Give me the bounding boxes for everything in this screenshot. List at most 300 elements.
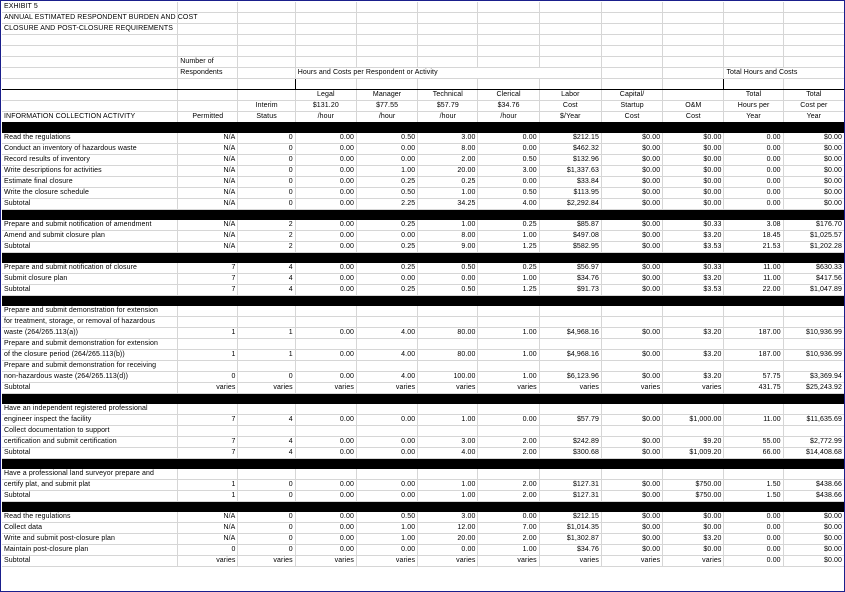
value-cell[interactable]: $34.76 xyxy=(539,545,601,556)
value-cell[interactable]: 2.00 xyxy=(478,448,539,459)
col-header-l1[interactable] xyxy=(178,90,238,101)
activity-cell[interactable]: Conduct an inventory of hazardous waste xyxy=(2,144,178,155)
value-cell[interactable]: 0.50 xyxy=(356,188,417,199)
value-cell[interactable]: 0.00 xyxy=(724,133,783,144)
value-cell[interactable]: 7 xyxy=(178,263,238,274)
value-cell[interactable]: 1.00 xyxy=(418,415,478,426)
activity-cell[interactable]: Write the closure schedule xyxy=(2,188,178,199)
value-cell[interactable]: $0.00 xyxy=(601,534,662,545)
activity-cell[interactable]: certification and submit certification xyxy=(2,437,178,448)
value-cell[interactable] xyxy=(601,317,662,328)
col-header-l2[interactable] xyxy=(178,101,238,112)
value-cell[interactable]: 1.50 xyxy=(724,480,783,491)
value-cell[interactable]: $0.00 xyxy=(663,188,724,199)
value-cell[interactable]: $0.00 xyxy=(601,274,662,285)
value-cell[interactable] xyxy=(478,469,539,480)
value-cell[interactable] xyxy=(539,306,601,317)
col-header-l3[interactable]: Year xyxy=(783,112,844,123)
value-cell[interactable]: $462.32 xyxy=(539,144,601,155)
value-cell[interactable]: 1 xyxy=(178,480,238,491)
value-cell[interactable]: 2 xyxy=(238,220,295,231)
col-header-l1[interactable]: Labor xyxy=(539,90,601,101)
value-cell[interactable]: varies xyxy=(539,556,601,567)
value-cell[interactable] xyxy=(238,317,295,328)
value-cell[interactable] xyxy=(539,317,601,328)
value-cell[interactable]: 0 xyxy=(238,372,295,383)
value-cell[interactable]: varies xyxy=(295,556,356,567)
value-cell[interactable] xyxy=(295,469,356,480)
col-header-l3[interactable]: /hour xyxy=(356,112,417,123)
number-of-label[interactable]: Number of xyxy=(178,57,238,68)
activity-cell[interactable]: Read the regulations xyxy=(2,133,178,144)
value-cell[interactable]: 0.00 xyxy=(724,188,783,199)
value-cell[interactable]: $497.08 xyxy=(539,231,601,242)
value-cell[interactable]: $0.00 xyxy=(601,285,662,296)
value-cell[interactable] xyxy=(663,426,724,437)
value-cell[interactable]: $0.00 xyxy=(663,545,724,556)
value-cell[interactable] xyxy=(295,306,356,317)
activity-cell[interactable]: Collect documentation to support xyxy=(2,426,178,437)
value-cell[interactable]: 187.00 xyxy=(724,350,783,361)
value-cell[interactable]: 0.00 xyxy=(356,155,417,166)
value-cell[interactable]: N/A xyxy=(178,188,238,199)
value-cell[interactable] xyxy=(178,339,238,350)
value-cell[interactable]: $3.20 xyxy=(663,274,724,285)
value-cell[interactable] xyxy=(539,426,601,437)
value-cell[interactable] xyxy=(178,317,238,328)
value-cell[interactable]: 0.00 xyxy=(295,285,356,296)
value-cell[interactable]: $0.00 xyxy=(601,242,662,253)
value-cell[interactable]: 0.00 xyxy=(295,177,356,188)
value-cell[interactable] xyxy=(356,404,417,415)
value-cell[interactable]: $0.33 xyxy=(663,220,724,231)
value-cell[interactable]: 1.00 xyxy=(478,350,539,361)
subtotal-label[interactable]: Subtotal xyxy=(2,383,178,394)
value-cell[interactable]: $10,936.99 xyxy=(783,350,844,361)
value-cell[interactable]: 0 xyxy=(238,155,295,166)
value-cell[interactable]: 0.00 xyxy=(724,512,783,523)
value-cell[interactable] xyxy=(178,361,238,372)
col-header-l3[interactable]: Permitted xyxy=(178,112,238,123)
value-cell[interactable]: 0.00 xyxy=(356,545,417,556)
value-cell[interactable]: 0 xyxy=(178,372,238,383)
value-cell[interactable]: 0.25 xyxy=(356,177,417,188)
value-cell[interactable]: 1.00 xyxy=(478,274,539,285)
value-cell[interactable]: 0 xyxy=(238,199,295,210)
value-cell[interactable]: 0.00 xyxy=(295,545,356,556)
value-cell[interactable]: 0.00 xyxy=(295,166,356,177)
value-cell[interactable]: $0.00 xyxy=(601,545,662,556)
value-cell[interactable]: 1.00 xyxy=(478,231,539,242)
value-cell[interactable]: $1,302.87 xyxy=(539,534,601,545)
value-cell[interactable]: $11,635.69 xyxy=(783,415,844,426)
value-cell[interactable] xyxy=(663,339,724,350)
value-cell[interactable]: 0.00 xyxy=(478,144,539,155)
value-cell[interactable] xyxy=(783,317,844,328)
col-header-l3[interactable]: Cost xyxy=(601,112,662,123)
value-cell[interactable] xyxy=(601,404,662,415)
value-cell[interactable]: $91.73 xyxy=(539,285,601,296)
value-cell[interactable]: $4,968.16 xyxy=(539,328,601,339)
activity-cell[interactable]: Collect data xyxy=(2,523,178,534)
value-cell[interactable] xyxy=(295,361,356,372)
value-cell[interactable] xyxy=(539,339,601,350)
value-cell[interactable]: varies xyxy=(418,383,478,394)
value-cell[interactable]: 2.25 xyxy=(356,199,417,210)
value-cell[interactable]: 0.00 xyxy=(295,448,356,459)
value-cell[interactable]: $0.00 xyxy=(663,523,724,534)
value-cell[interactable]: $3.20 xyxy=(663,231,724,242)
value-cell[interactable]: 4 xyxy=(238,274,295,285)
value-cell[interactable]: $132.96 xyxy=(539,155,601,166)
activity-col-header[interactable]: INFORMATION COLLECTION ACTIVITY xyxy=(2,112,178,123)
value-cell[interactable]: 11.00 xyxy=(724,263,783,274)
value-cell[interactable]: 0 xyxy=(178,545,238,556)
value-cell[interactable]: $25,243.92 xyxy=(783,383,844,394)
value-cell[interactable]: $0.00 xyxy=(663,512,724,523)
value-cell[interactable]: 431.75 xyxy=(724,383,783,394)
value-cell[interactable] xyxy=(783,339,844,350)
col-header-l1[interactable] xyxy=(663,90,724,101)
value-cell[interactable]: $212.15 xyxy=(539,133,601,144)
value-cell[interactable] xyxy=(663,317,724,328)
value-cell[interactable]: 4 xyxy=(238,448,295,459)
value-cell[interactable]: 1 xyxy=(238,328,295,339)
col-header-l1[interactable]: Legal xyxy=(295,90,356,101)
col-header-l1[interactable]: Total xyxy=(724,90,783,101)
value-cell[interactable] xyxy=(238,404,295,415)
value-cell[interactable]: 0.00 xyxy=(724,523,783,534)
value-cell[interactable] xyxy=(356,361,417,372)
value-cell[interactable]: 0.25 xyxy=(356,263,417,274)
value-cell[interactable]: 2 xyxy=(238,231,295,242)
value-cell[interactable]: $56.97 xyxy=(539,263,601,274)
col-header-l2[interactable]: Cost xyxy=(539,101,601,112)
value-cell[interactable] xyxy=(783,361,844,372)
activity-cell[interactable]: Record results of inventory xyxy=(2,155,178,166)
value-cell[interactable]: 4.00 xyxy=(356,328,417,339)
value-cell[interactable]: 18.45 xyxy=(724,231,783,242)
value-cell[interactable]: N/A xyxy=(178,242,238,253)
value-cell[interactable]: 0.00 xyxy=(724,199,783,210)
value-cell[interactable]: varies xyxy=(238,383,295,394)
value-cell[interactable]: $0.00 xyxy=(783,144,844,155)
value-cell[interactable]: $176.70 xyxy=(783,220,844,231)
value-cell[interactable]: $0.00 xyxy=(783,166,844,177)
col-header-l2[interactable]: $57.79 xyxy=(418,101,478,112)
value-cell[interactable]: $1,014.35 xyxy=(539,523,601,534)
value-cell[interactable]: $3.20 xyxy=(663,534,724,545)
value-cell[interactable]: $0.00 xyxy=(783,188,844,199)
title-line-1[interactable]: ANNUAL ESTIMATED RESPONDENT BURDEN AND COST xyxy=(2,13,178,24)
activity-cell[interactable]: Write descriptions for activities xyxy=(2,166,178,177)
value-cell[interactable]: $0.00 xyxy=(601,512,662,523)
value-cell[interactable]: varies xyxy=(601,556,662,567)
value-cell[interactable]: N/A xyxy=(178,231,238,242)
value-cell[interactable]: varies xyxy=(418,556,478,567)
value-cell[interactable]: $582.95 xyxy=(539,242,601,253)
col-header-l3[interactable]: /hour xyxy=(295,112,356,123)
value-cell[interactable]: 0.25 xyxy=(356,220,417,231)
value-cell[interactable]: 22.00 xyxy=(724,285,783,296)
value-cell[interactable]: $0.00 xyxy=(663,166,724,177)
value-cell[interactable]: 1.00 xyxy=(418,188,478,199)
value-cell[interactable]: $0.00 xyxy=(601,188,662,199)
value-cell[interactable]: varies xyxy=(295,383,356,394)
value-cell[interactable] xyxy=(478,306,539,317)
value-cell[interactable]: $85.87 xyxy=(539,220,601,231)
value-cell[interactable]: 0.00 xyxy=(295,523,356,534)
value-cell[interactable]: $34.76 xyxy=(539,274,601,285)
value-cell[interactable] xyxy=(601,306,662,317)
value-cell[interactable]: 1.00 xyxy=(356,166,417,177)
value-cell[interactable] xyxy=(418,361,478,372)
value-cell[interactable]: 20.00 xyxy=(418,534,478,545)
value-cell[interactable]: 3.00 xyxy=(478,166,539,177)
value-cell[interactable]: 0.00 xyxy=(295,491,356,502)
value-cell[interactable]: $0.33 xyxy=(663,263,724,274)
value-cell[interactable] xyxy=(783,426,844,437)
value-cell[interactable] xyxy=(724,469,783,480)
value-cell[interactable]: 0 xyxy=(238,133,295,144)
activity-cell[interactable]: Estimate final closure xyxy=(2,177,178,188)
activity-cell[interactable]: Prepare and submit demonstration for extension xyxy=(2,306,178,317)
value-cell[interactable]: 0.50 xyxy=(356,133,417,144)
col-header-l2[interactable]: $34.76 xyxy=(478,101,539,112)
value-cell[interactable] xyxy=(724,317,783,328)
value-cell[interactable]: $1,000.00 xyxy=(663,415,724,426)
value-cell[interactable]: $1,047.89 xyxy=(783,285,844,296)
value-cell[interactable]: 2.00 xyxy=(478,534,539,545)
value-cell[interactable] xyxy=(601,361,662,372)
value-cell[interactable]: N/A xyxy=(178,199,238,210)
value-cell[interactable]: 1 xyxy=(238,350,295,361)
value-cell[interactable] xyxy=(783,469,844,480)
value-cell[interactable]: 7 xyxy=(178,437,238,448)
exhibit-label[interactable]: EXHIBIT 5 xyxy=(2,2,178,13)
value-cell[interactable]: $0.00 xyxy=(601,372,662,383)
value-cell[interactable] xyxy=(724,361,783,372)
value-cell[interactable]: 34.25 xyxy=(418,199,478,210)
value-cell[interactable] xyxy=(663,469,724,480)
col-header-l3[interactable]: $/Year xyxy=(539,112,601,123)
value-cell[interactable]: $0.00 xyxy=(601,480,662,491)
value-cell[interactable] xyxy=(783,404,844,415)
title-line-2[interactable]: CLOSURE AND POST-CLOSURE REQUIREMENTS xyxy=(2,24,178,35)
value-cell[interactable]: 7 xyxy=(178,415,238,426)
value-cell[interactable]: 0.50 xyxy=(418,263,478,274)
value-cell[interactable]: 0 xyxy=(238,177,295,188)
value-cell[interactable]: 1.00 xyxy=(478,545,539,556)
value-cell[interactable]: 1 xyxy=(178,350,238,361)
value-cell[interactable]: 0.00 xyxy=(356,415,417,426)
value-cell[interactable]: 0.00 xyxy=(295,274,356,285)
value-cell[interactable]: N/A xyxy=(178,177,238,188)
value-cell[interactable]: varies xyxy=(663,383,724,394)
value-cell[interactable]: 0 xyxy=(238,523,295,534)
value-cell[interactable]: N/A xyxy=(178,523,238,534)
value-cell[interactable]: 0.00 xyxy=(295,350,356,361)
col-header-l2[interactable]: Cost per xyxy=(783,101,844,112)
value-cell[interactable]: $0.00 xyxy=(601,199,662,210)
value-cell[interactable]: 1 xyxy=(178,491,238,502)
value-cell[interactable]: 0 xyxy=(238,166,295,177)
value-cell[interactable]: $1,025.57 xyxy=(783,231,844,242)
value-cell[interactable]: $0.00 xyxy=(783,512,844,523)
activity-cell[interactable]: Prepare and submit demonstration for receiving xyxy=(2,361,178,372)
value-cell[interactable]: $0.00 xyxy=(601,220,662,231)
value-cell[interactable]: $417.56 xyxy=(783,274,844,285)
value-cell[interactable]: 0 xyxy=(238,144,295,155)
value-cell[interactable]: 0.00 xyxy=(724,534,783,545)
col-header-l1[interactable]: Capital/ xyxy=(601,90,662,101)
activity-cell[interactable]: Have a professional land surveyor prepare and xyxy=(2,469,178,480)
value-cell[interactable]: 0.00 xyxy=(724,155,783,166)
col-header-l2[interactable]: Startup xyxy=(601,101,662,112)
subtotal-label[interactable]: Subtotal xyxy=(2,491,178,502)
value-cell[interactable]: $0.00 xyxy=(601,231,662,242)
value-cell[interactable]: $33.84 xyxy=(539,177,601,188)
value-cell[interactable]: $2,292.84 xyxy=(539,199,601,210)
value-cell[interactable]: varies xyxy=(356,383,417,394)
activity-cell[interactable]: Prepare and submit notification of amendment xyxy=(2,220,178,231)
col-header-l2[interactable]: $131.20 xyxy=(295,101,356,112)
value-cell[interactable]: 1.25 xyxy=(478,285,539,296)
value-cell[interactable]: 1 xyxy=(178,328,238,339)
value-cell[interactable] xyxy=(724,306,783,317)
value-cell[interactable]: 0.00 xyxy=(418,545,478,556)
value-cell[interactable]: 2.00 xyxy=(478,480,539,491)
value-cell[interactable]: 0.00 xyxy=(724,144,783,155)
value-cell[interactable] xyxy=(295,317,356,328)
col-header-l1[interactable]: Technical xyxy=(418,90,478,101)
subtotal-label[interactable]: Subtotal xyxy=(2,556,178,567)
value-cell[interactable]: $0.00 xyxy=(601,523,662,534)
value-cell[interactable]: 0.00 xyxy=(295,480,356,491)
value-cell[interactable]: $0.00 xyxy=(601,263,662,274)
value-cell[interactable]: $0.00 xyxy=(663,199,724,210)
value-cell[interactable]: 0.50 xyxy=(478,188,539,199)
value-cell[interactable]: 0.00 xyxy=(356,231,417,242)
value-cell[interactable] xyxy=(663,306,724,317)
value-cell[interactable]: 2.00 xyxy=(478,437,539,448)
value-cell[interactable] xyxy=(295,339,356,350)
value-cell[interactable]: $300.68 xyxy=(539,448,601,459)
value-cell[interactable]: 20.00 xyxy=(418,166,478,177)
value-cell[interactable]: 55.00 xyxy=(724,437,783,448)
value-cell[interactable]: 7 xyxy=(178,285,238,296)
value-cell[interactable] xyxy=(418,469,478,480)
value-cell[interactable]: $0.00 xyxy=(601,328,662,339)
col-header-l3[interactable]: Cost xyxy=(663,112,724,123)
value-cell[interactable]: 2 xyxy=(238,242,295,253)
activity-cell[interactable]: Amend and submit closure plan xyxy=(2,231,178,242)
activity-cell[interactable]: Submit closure plan xyxy=(2,274,178,285)
value-cell[interactable]: N/A xyxy=(178,512,238,523)
activity-cell[interactable]: Read the regulations xyxy=(2,512,178,523)
value-cell[interactable]: 0 xyxy=(238,512,295,523)
value-cell[interactable]: $3.53 xyxy=(663,242,724,253)
value-cell[interactable]: N/A xyxy=(178,155,238,166)
value-cell[interactable]: varies xyxy=(478,383,539,394)
value-cell[interactable]: 0 xyxy=(238,188,295,199)
value-cell[interactable]: $3.20 xyxy=(663,350,724,361)
value-cell[interactable]: N/A xyxy=(178,534,238,545)
value-cell[interactable]: 0.50 xyxy=(478,155,539,166)
value-cell[interactable]: $3.20 xyxy=(663,328,724,339)
value-cell[interactable]: $0.00 xyxy=(601,155,662,166)
value-cell[interactable] xyxy=(356,339,417,350)
value-cell[interactable]: 0.00 xyxy=(356,491,417,502)
value-cell[interactable]: $2,772.99 xyxy=(783,437,844,448)
value-cell[interactable]: $242.89 xyxy=(539,437,601,448)
value-cell[interactable]: 0.00 xyxy=(356,480,417,491)
value-cell[interactable]: 0.00 xyxy=(295,188,356,199)
col-header-l3[interactable]: Status xyxy=(238,112,295,123)
value-cell[interactable]: 3.08 xyxy=(724,220,783,231)
value-cell[interactable]: 1.00 xyxy=(418,220,478,231)
respondents-label[interactable]: Respondents xyxy=(178,68,238,79)
value-cell[interactable] xyxy=(601,426,662,437)
value-cell[interactable]: 0.00 xyxy=(295,372,356,383)
value-cell[interactable]: $0.00 xyxy=(783,133,844,144)
activity-cell[interactable]: Maintain post-closure plan xyxy=(2,545,178,556)
value-cell[interactable]: varies xyxy=(539,383,601,394)
value-cell[interactable]: 4.00 xyxy=(478,199,539,210)
value-cell[interactable]: 4.00 xyxy=(356,372,417,383)
value-cell[interactable]: 0.00 xyxy=(478,415,539,426)
hours-costs-group-label[interactable]: Hours and Costs per Respondent or Activity xyxy=(295,68,601,79)
value-cell[interactable]: 0.00 xyxy=(356,448,417,459)
value-cell[interactable] xyxy=(178,306,238,317)
activity-cell[interactable]: engineer inspect the facility xyxy=(2,415,178,426)
value-cell[interactable]: $9.20 xyxy=(663,437,724,448)
value-cell[interactable]: 0.00 xyxy=(724,545,783,556)
value-cell[interactable]: 4.00 xyxy=(356,350,417,361)
value-cell[interactable]: 3.00 xyxy=(418,512,478,523)
value-cell[interactable]: 4.00 xyxy=(418,448,478,459)
col-header-l3[interactable]: Year xyxy=(724,112,783,123)
value-cell[interactable] xyxy=(178,469,238,480)
value-cell[interactable] xyxy=(356,426,417,437)
value-cell[interactable] xyxy=(238,306,295,317)
value-cell[interactable] xyxy=(478,404,539,415)
value-cell[interactable]: 7 xyxy=(178,274,238,285)
value-cell[interactable]: 66.00 xyxy=(724,448,783,459)
value-cell[interactable]: 1.00 xyxy=(478,372,539,383)
value-cell[interactable]: $0.00 xyxy=(783,177,844,188)
subtotal-label[interactable]: Subtotal xyxy=(2,285,178,296)
value-cell[interactable]: 80.00 xyxy=(418,328,478,339)
value-cell[interactable]: 0.00 xyxy=(478,512,539,523)
value-cell[interactable]: $0.00 xyxy=(601,144,662,155)
value-cell[interactable]: $750.00 xyxy=(663,480,724,491)
col-header-l2[interactable]: O&M xyxy=(663,101,724,112)
value-cell[interactable]: $0.00 xyxy=(783,523,844,534)
value-cell[interactable]: 7.00 xyxy=(478,523,539,534)
value-cell[interactable] xyxy=(356,317,417,328)
value-cell[interactable]: 0.25 xyxy=(478,220,539,231)
value-cell[interactable] xyxy=(418,339,478,350)
value-cell[interactable]: $14,408.68 xyxy=(783,448,844,459)
value-cell[interactable]: $0.00 xyxy=(601,448,662,459)
value-cell[interactable] xyxy=(356,469,417,480)
value-cell[interactable]: 1.00 xyxy=(356,523,417,534)
value-cell[interactable] xyxy=(478,361,539,372)
value-cell[interactable] xyxy=(178,404,238,415)
value-cell[interactable]: $127.31 xyxy=(539,491,601,502)
value-cell[interactable]: 0.25 xyxy=(418,177,478,188)
